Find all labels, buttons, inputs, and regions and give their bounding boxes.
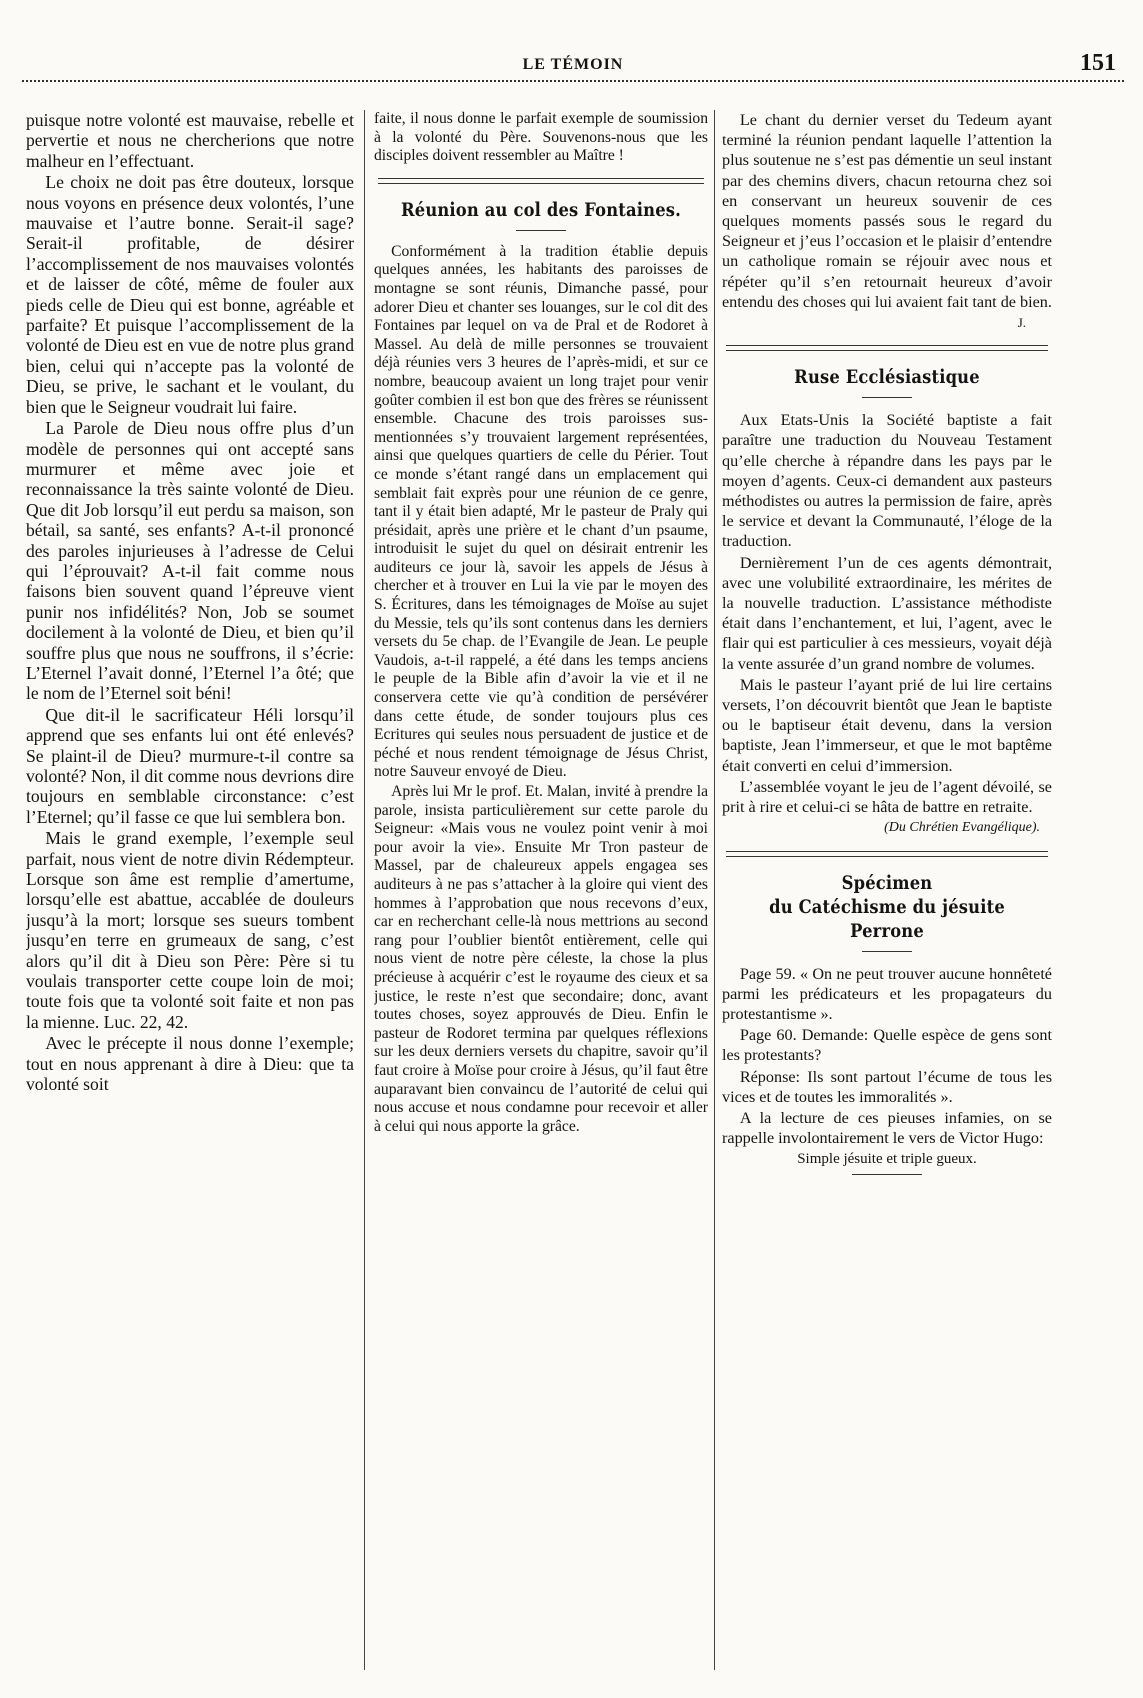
heading-rule	[862, 397, 912, 398]
header-rule	[22, 80, 1124, 82]
heading-rule	[516, 230, 566, 231]
section-divider	[726, 851, 1048, 857]
column-separator-2	[714, 110, 715, 1670]
column-1	[26, 110, 354, 1670]
paragraph: Dernièrement l’un de ces agents démontrait, avec une volubilité extraordinaire, les mérites de la nouvelle traduction. L’assistance méthodiste était dans l’enchantement, et lui, l’agent, avec le flair qui est particulier à ces messieurs, voyait déjà la vente assurée d’un grand nombre de volumes.	[722, 553, 1052, 673]
paragraph: Réponse: Ils sont partout l’écume de tous les vices et de toutes les immoralités ».	[722, 1067, 1052, 1106]
paragraph: Avec le précepte il nous donne l’exemple; tout en nous apprenant à dire à Dieu: que ta volonté soit	[26, 1033, 354, 1095]
paragraph: Aux Etats-Unis la Société baptiste a fait paraître une traduction du Nouveau Testament qu’elle cherche à répandre dans les pays par le moyen d’agents. Ceux-ci demandent aux pasteurs méthodistes ou autres la permission de faire, après le service et devant la Communauté, l’éloge de la traduction.	[722, 411, 1052, 551]
paragraph: Conformément à la tradition établie depuis quelques années, les habitants des paroisses de montagne se sont réunis, Dimanche passé, pour adorer Dieu et chanter ses louanges, sur le col dit des Fontaines par lequel on va de Pral et de Rodoret à Massel. Au delà de mille personnes se trouvaient déjà réunies vers 3 heures de l’après-midi, et sur ce nombre, beaucoup avaient un long trajet pour venir goûter combien il est bon que des frères se réunissent ensemble. Chacune des trois paroisses sus-mentionnées s’y trouvaient largement représentées, ainsi que quelques quartiers de celle du Périer. Tout ce monde s’étant rangé dans un emplacement qui semblait fait exprès pour une réunion de ce genre, tant il y était bien adapté, Mr le pasteur de Praly qui présidait, après une prière et le chant d’un psaume, introduisit le sujet du quel on désirait entrenir les auditeurs ce jour là, savoir les appels de Jésus à chercher et à trouver en Lui la vie par le moyen des S. Écritures, dans les témoignages de Moïse au sujet du Messie, tels qu’ils sont contenus dans les derniers versets du 5e chap. de l’Evangile de Jean. Le peuple Vaudois, a-t-il rappelé, a été dans les temps anciens le peuple de la Bible afin d’avoir la vie et il ne conservera cette vie qu’à condition de persévérer dans cette étude, de sonder toujours plus ces Ecritures qui seules nous persuadent de justice et de péché et nous rendent témoignage de Jésus Christ, notre Sauveur envoyé de Dieu.	[374, 242, 708, 781]
page-number: 151	[1080, 50, 1116, 76]
article-heading: Réunion au col des Fontaines.	[400, 198, 682, 221]
column-separator-1	[364, 110, 365, 1670]
paragraph: Page 60. Demande: Quelle espèce de gens sont les protestants?	[722, 1026, 1052, 1065]
paragraph: A la lecture de ces pieuses infamies, on se rappelle involontairement le vers de Victor Hugo:	[722, 1108, 1052, 1148]
heading-rule	[862, 951, 912, 952]
article-heading: Ruse Ecclésiastique	[794, 366, 980, 389]
column-2	[374, 110, 708, 1670]
section-divider	[378, 178, 704, 184]
paragraph: L’assemblée voyant le jeu de l’agent dévoilé, se prit à rire et celui-ci se hâta de battre en retraite.	[722, 777, 1052, 817]
page-header	[22, 42, 1124, 82]
end-rule	[852, 1174, 922, 1175]
paragraph: Après lui Mr le prof. Et. Malan, invité à prendre la parole, insista particulièrement sur cette parole du Seigneur: «Mais vous ne voulez point venir à moi pour avoir la vie». Ensuite Mr Tron pasteur de Massel, par de chaleureux appels engagea ses auditeurs à ne pas s’attacher à la gloire qui vient des hommes à l’approbation que nous recevons d’eux, car en recherchant celle-là nous mettrions au second rang pour l’oublier bientôt entièrement, celle qui nous vient de notre père céleste, la chose la plus précieuse à acquérir c’est le royaume des cieux et sa justice, le reste n’est que secondaire; donc, avant toutes choses, soyez approuvés de Dieu. Enfin le pasteur de Rodoret termina par quelques réflexions sur les deux derniers versets du chapitre, savoir qu’il faut croire à Moïse pour croire à Jésus, qu’il faut être auparavant bien convaincu de l’autorité de celui qui nous accuse et nous condamne pour recevoir et aller à celui qui nous apporte la grâce.	[374, 783, 708, 1135]
column-3	[722, 110, 1052, 1670]
section-divider	[726, 345, 1048, 351]
paragraph: Mais le pasteur l’ayant prié de lui lire certains versets, l’on découvrit bientôt que Jean le baptiste ou le baptiseur était devenu, dans la version baptiste, Jean l’immerseur, et que le mot baptême était converti en celui d’immersion.	[722, 675, 1052, 775]
verse-quote: Simple jésuite et triple gueux.	[797, 1151, 977, 1168]
paragraph: Mais le grand exemple, l’exemple seul parfait, nous vient de notre divin Rédempteur. Lorsque son âme est remplie d’amertume, lorsqu’elle est abattue, accablée de douleurs jusqu’à la mort; lorsque ses sueurs tombent jusqu’en terre en grumeaux de sang, c’est alors qu’il dit à Dieu son Père: Père si tu voulais transporter cette coupe loin de moi; toute fois que ta volonté soit faite et non pas la mienne. Luc. 22, 42.	[26, 828, 354, 1032]
paragraph: puisque notre volonté est mauvaise, rebelle et pervertie et nous ne chercherions que notre malheur en l’effectuant.	[26, 110, 354, 171]
paragraph: Que dit-il le sacrificateur Héli lorsqu’il apprend que ses enfants lui ont été enlevés? Se plaint-il de Dieu? murmure-t-il contre sa volonté? Non, il dit comme nous devrions dire toujours en semblable circonstance: c’est l’Eternel; qu’il fasse ce que lui semblera bon.	[26, 704, 354, 827]
paragraph: Page 59. « On ne peut trouver aucune honnêteté parmi les prédicateurs et les propagateurs du protestantisme ».	[722, 964, 1052, 1023]
paragraph: Le choix ne doit pas être douteux, lorsque nous voyons en présence deux volontés, l’une mauvaise et l’autre bonne. Serait-il sage? Serait-il profitable, de désirer l’accomplissement de nos mauvaises volontés et de laisser de côté, même de fouler aux pieds celle de Dieu qui est bonne, agréable et parfaite? Et puisque l’accomplissement de la volonté de Dieu est en vue de notre plus grand bien, celui qui n’accepte pas la volonté de Dieu, se prive, le sachant et le voulant, du bien que le Seigneur voudrait lui faire.	[26, 172, 354, 417]
paragraph: faite, il nous donne le parfait exemple de soumission à la volonté du Père. Souvenons-nous que les disciples doivent ressembler au Maître !	[374, 110, 708, 165]
article-heading-line-2: du Catéchisme du jésuite Perrone	[769, 895, 1005, 942]
article-heading-line-1: Spécimen	[841, 871, 933, 894]
journal-title: LE TÉMOIN	[522, 56, 624, 73]
paragraph: Le chant du dernier verset du Tedeum ayant terminé la réunion pendant laquelle l’attention la plus soutenue ne s’est pas démentie un seul instant par des chemins divers, chacun retourna chez soi en conservant un heureux souvenir de ces quelques moments passés sous le regard du Seigneur et j’eus l’occasion et le plaisir d’entendre un catholique romain se réjouir avec nous et répéter qu’il s’en retournait heureux d’avoir entendu des choses qui lui avaient fait tant de bien.	[722, 111, 1052, 311]
signature: J.	[1017, 315, 1026, 331]
paragraph: La Parole de Dieu nous offre plus d’un modèle de personnes qui ont accepté sans murmurer et même avec joie et reconnaissance la très sainte volonté de Dieu. Que dit Job lorsqu’il eut perdu sa maison, son bétail, sa santé, ses enfants? A-t-il prononcé des paroles injurieuses à l’adresse de Celui qui l’éprouvait? A-t-il fait comme nous faisons bien souvent quand l’épreuve vient punir nos infidélités? Non, Job se soumet docilement à la volonté de Dieu, et bien qu’il souffre plus que nous ne souffrons, il s’écrie: L’Eternel l’avait donné, l’Eternel l’a ôté; que le nom de l’Eternel soit béni!	[26, 418, 354, 704]
source-credit: (Du Chrétien Evangélique).	[884, 820, 1040, 836]
